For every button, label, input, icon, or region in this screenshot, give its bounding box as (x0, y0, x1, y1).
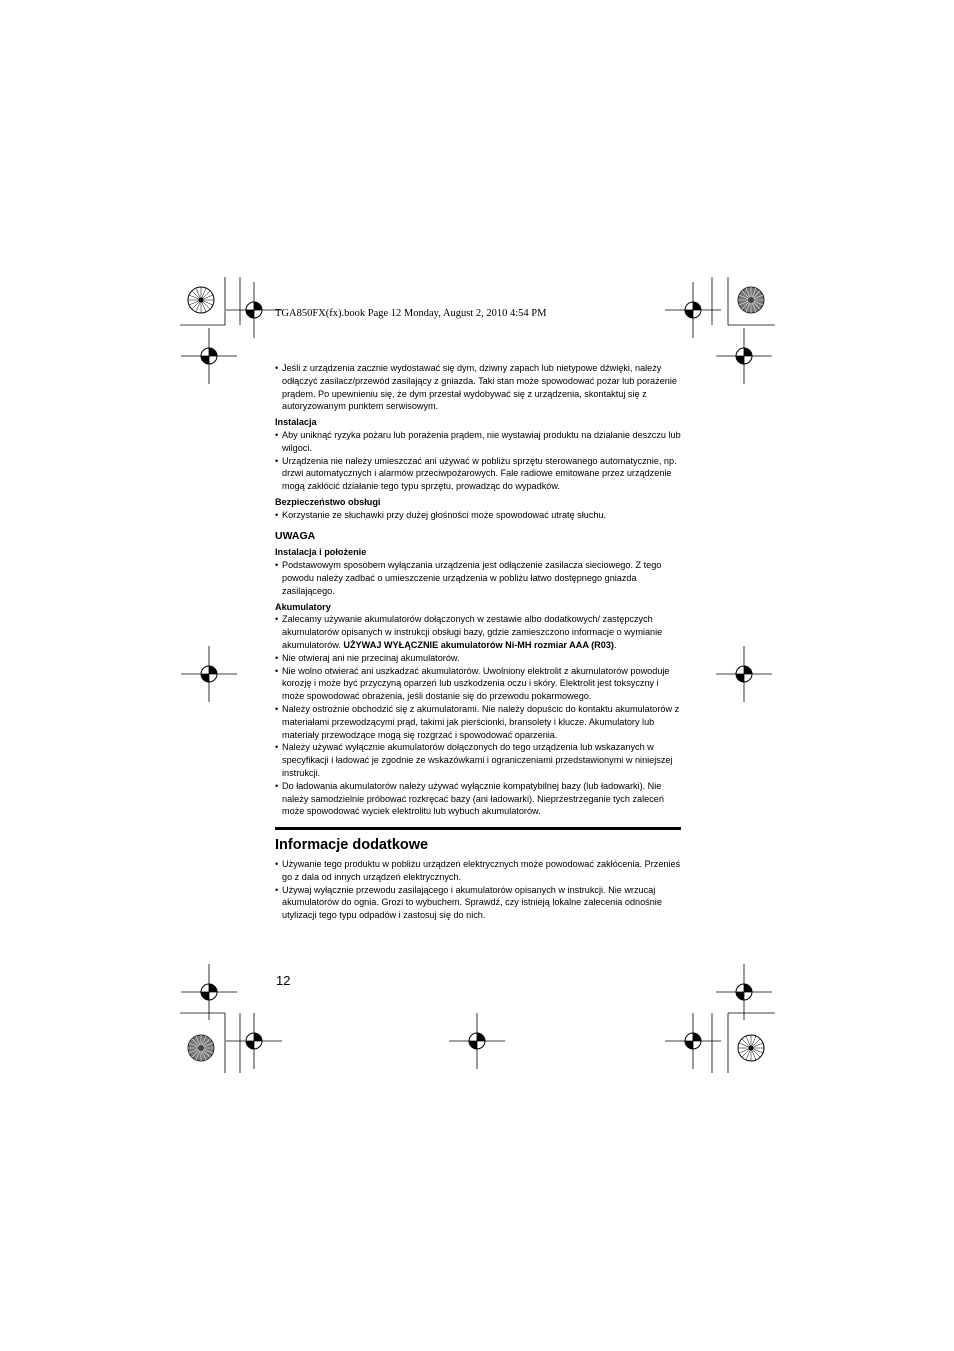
heading-bezpieczenstwo: Bezpieczeństwo obsługi (275, 496, 381, 507)
list-item: • Jeśli z urządzenia zacznie wydostawać się dym, dziwny zapach lub nietypowe dźwięki, należy odłączyć zasilacz/przewód zasilający z gniazda. Taki stan może spowodować pożar lub porażenie prądem. Po upewnieniu się, że dym przestał wydobywać się z urządzenia, skontaktuj się z autoryzowanym punktem serwisowym. (275, 363, 677, 412)
list-item: • Aby uniknąć ryzyka pożaru lub porażenia prądem, nie wystawiaj produktu na działanie deszczu lub wilgoci. (275, 429, 681, 453)
page-content (275, 362, 681, 922)
heading-instalacja-polozenie: Instalacja i położenie (275, 547, 367, 558)
list-item: • Nie wolno otwierać ani uszkadzać akumulatorów. Uwolniony elektrolit z akumulatorów powoduje korozję i może być przyczyną oparzeń lub uszkodzenia oczu i skóry. Elektrolit jest toksyczny i może spowodować obrażenia, jeśli dostanie się do przewodu pokarmowego. (275, 665, 670, 702)
list-item: • Zalecamy używanie akumulatorów dołączonych w zestawie albo dodatkowych/ zastępczych akumulatorów opisanych w instrukcji obsługi bazy, gdzie zamieszczono informacje o wymianie akumulatorów. UŻYWAJ WYŁĄCZNIE akumulatorów Ni-MH rozmiar AAA (R03). (275, 614, 663, 650)
heading-akumulatory: Akumulatory (275, 601, 331, 612)
list-item: • Korzystanie ze słuchawki przy dużej głośności może spowodować utratę słuchu. (275, 509, 607, 520)
list-item: • Należy ostrożnie obchodzić się z akumulatorami. Nie należy dopuścic do kontaktu akumulatorów z materiałami przewodzącymi prąd, takimi jak pierścionki, bransolety i klucze. Akumulatory lub materiały przewodzące mogą się rozgrzać i spowodować oparzenia. (275, 703, 680, 740)
list-item: • Używanie tego produktu w pobliżu urządzeń elektrycznych może powodować zakłócenia. Przenieś go z dala od innych urządzeń elektrycznych. (275, 859, 681, 882)
list-item: • Należy używać wyłącznie akumulatorów dołączonych do tego urządzenia lub wskazanych w specyfikacji i ładować je zgodnie ze wskazówkami i ograniczeniami przedstawionymi w niniejszej instrukcji. (275, 742, 673, 778)
list-item: • Do ładowania akumulatorów należy używać wyłącznie kompatybilnej bazy (lub ładowarki). Nie należy samodzielnie próbować rozkręcać bazy (ani ładowarki). Nieprzestrzeganie tych zaleceń może spowodować wyciek elektrolitu lub wybuch akumulatorów. (275, 780, 664, 817)
list-item: • Urządzenia nie należy umieszczać ani używać w pobliżu sprzętu sterowanego automatycznie, np. drzwi automatycznych i alarmów przeciwpożarowych. Fale radiowe emitowane przez urządzenie mogą zakłócić działanie tego typu sprzętu, prowadząc do wypadków. (275, 455, 677, 492)
list-item: • Podstawowym sposobem wyłączania urządzenia jest odłączenie zasilacza sieciowego. Z tego powodu należy zadbać o umieszczenie urządzenia w pobliżu łatwo dostępnego gniazda zasilającego. (275, 560, 662, 596)
heading-instalacja: Instalacja (275, 417, 317, 428)
list-item: • Używaj wyłącznie przewodu zasilającego i akumulatorów opisanych w instrukcji. Nie wrzucaj akumulatorów do ognia. Grozi to wybuchem. Sprawdź, czy istnieją lokalne zalecenia odnośnie utylizacji tego typu odpadów i zastosuj się do nich. (275, 884, 662, 921)
list-item: • Nie otwieraj ani nie przecinaj akumulatorów. (275, 652, 460, 663)
section-title: Informacje dodatkowe (275, 837, 429, 854)
section-divider (275, 827, 681, 830)
heading-uwaga: UWAGA (275, 529, 316, 542)
page-number: 12 (276, 973, 291, 988)
print-header: TGA850FX(fx).book Page 12 Monday, August 2, 2010 4:54 PM (275, 308, 547, 319)
